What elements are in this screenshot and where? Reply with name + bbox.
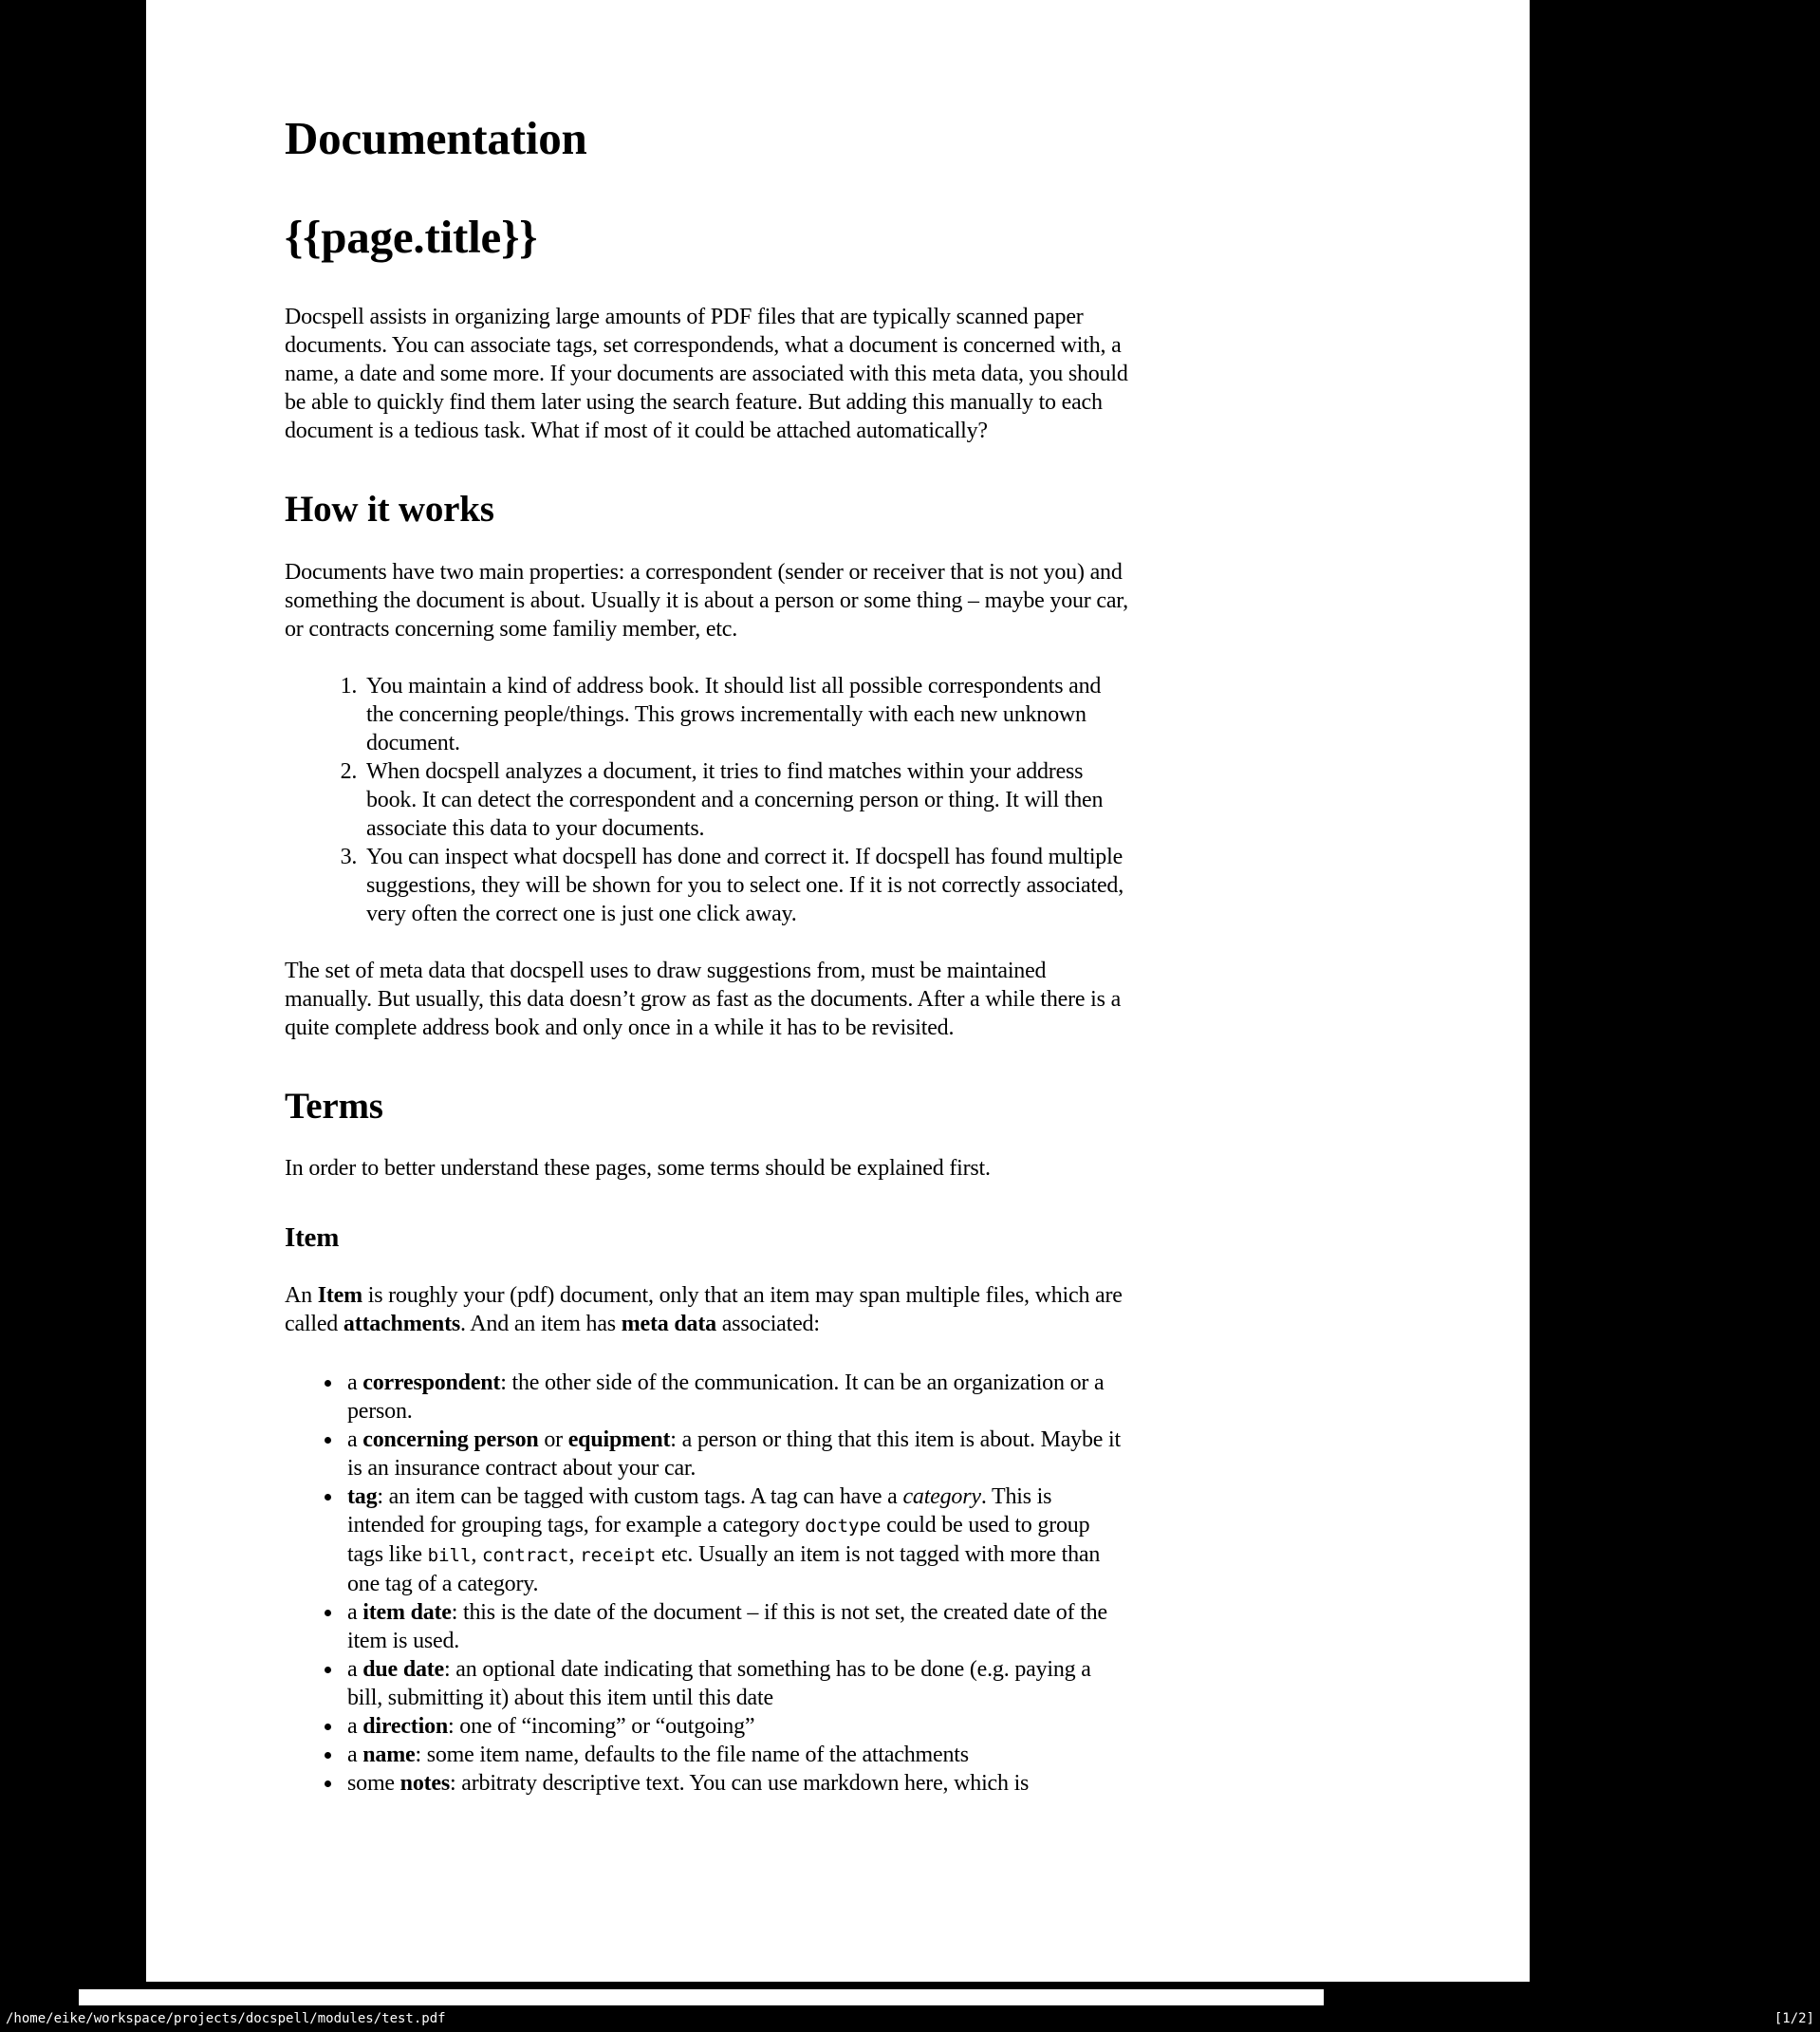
- heading-documentation: Documentation: [285, 112, 587, 164]
- meta-item-direction: • a direction: one of “incoming” or “outgoing”: [344, 1712, 1129, 1741]
- how-it-works-paragraph: Documents have two main properties: a correspondent (sender or receiver that is not you) and something the document is about. Usually it is about a person or some thing – maybe your car, or contracts concerning some familiy member, etc.: [285, 559, 1128, 642]
- step-item-1: 1. You maintain a kind of address book. It should list all possible correspondents and the concerning people/things. This grows incrementally with each new unknown document.: [362, 672, 1129, 757]
- heading-item: Item: [285, 1222, 340, 1254]
- step-item-3: 3. You can inspect what docspell has done and correct it. If docspell has found multiple suggestions, they will be shown for you to select one. If it is not correctly associated, very often the correct one is just one click away.: [362, 843, 1129, 928]
- heading-how-it-works: How it works: [285, 488, 494, 530]
- pdf-page-2-top-sliver: [79, 1989, 1324, 2005]
- meta-item-name: • a name: some item name, defaults to the file name of the attachments: [344, 1741, 1129, 1769]
- pdf-page-1: [146, 0, 1530, 1982]
- meta-item-tag: • tag: an item can be tagged with custom tags. A tag can have a category. This is intended for grouping tags, for example a category doctype could be used to group tags like bill, contract, receipt etc. Usually an item is not tagged with more than one tag of a category.: [344, 1482, 1129, 1598]
- document-content: [285, 112, 1129, 1798]
- item-description-paragraph: An Item is roughly your (pdf) document, only that an item may span multiple files, which are called attachments. And an item has meta data associated:: [285, 1282, 1123, 1336]
- item-meta-list: [285, 1369, 1129, 1798]
- meta-item-due-date: • a due date: an optional date indicating that something has to be done (e.g. paying a bill, submitting it) about this item until this date: [344, 1655, 1129, 1712]
- heading-page-title-template: {{page.title}}: [285, 211, 538, 264]
- statusbar-filepath: /home/eike/workspace/projects/docspell/modules/test.pdf: [6, 2011, 446, 2026]
- terms-intro-paragraph: In order to better understand these pages, some terms should be explained first.: [285, 1156, 991, 1182]
- meta-item-notes: • some notes: arbitraty descriptive text. You can use markdown here, which is: [344, 1769, 1129, 1798]
- step-item-2: 2. When docspell analyzes a document, it tries to find matches within your address book. It can detect the correspondent and a concerning person or thing. It will then associate this data to your documents.: [362, 757, 1129, 843]
- how-it-works-steps: [285, 672, 1129, 928]
- meta-item-correspondent: • a correspondent: the other side of the communication. It can be an organization or a person.: [344, 1369, 1129, 1426]
- statusbar: [0, 2005, 1820, 2032]
- meta-item-concerning-person: • a concerning person or equipment: a person or thing that this item is about. Maybe it is an insurance contract about your car.: [344, 1426, 1129, 1482]
- meta-item-item-date: • a item date: this is the date of the document – if this is not set, the created date of the item is used.: [344, 1598, 1129, 1655]
- intro-paragraph: Docspell assists in organizing large amounts of PDF files that are typically scanned paper documents. You can associate tags, set correspondends, what a document is concerned with, a name, a date and some more. If your documents are associated with this meta data, you should be able to quickly find them later using the search feature. But adding this manually to each document is a tedious task. What if most of it could be attached automatically?: [285, 304, 1128, 443]
- statusbar-page-indicator: [1/2]: [1774, 2011, 1814, 2026]
- heading-terms: Terms: [285, 1085, 383, 1127]
- how-it-works-outro-paragraph: The set of meta data that docspell uses to draw suggestions from, must be maintained manually. But usually, this data doesn’t grow as fast as the documents. After a while there is a quite complete address book and only once in a while it has to be revisited.: [285, 958, 1122, 1040]
